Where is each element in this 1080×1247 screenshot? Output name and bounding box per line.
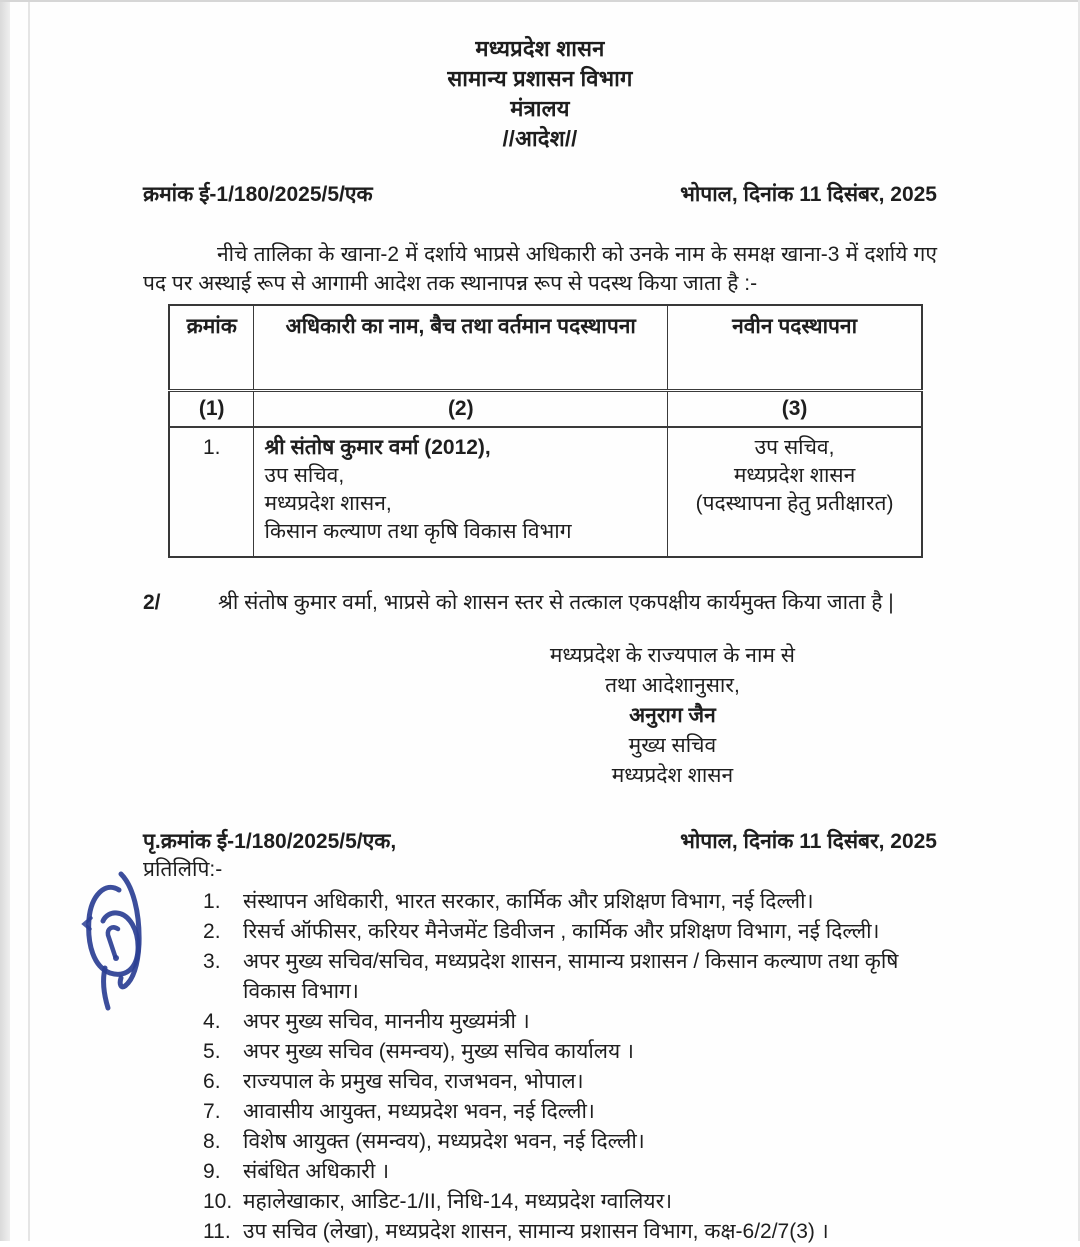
copy-list-item: अपर मुख्य सचिव (समन्वय), मुख्य सचिव कार्यालय । [243,1039,635,1063]
row-sno: 1. [169,427,254,557]
office-name: मंत्रालय [510,96,570,121]
order-paragraph-2 [143,588,937,617]
signatory-name: अनुराग जैन [629,704,716,727]
letterhead [143,34,937,154]
row-new-posting-cell [668,427,922,557]
new-posting-line: मध्यप्रदेश शासन [733,464,856,487]
government-name: मध्यप्रदेश शासन [475,36,605,61]
ink-loop [89,887,138,974]
place-date: भोपाल, दिनांक 11 दिसंबर, 2025 [680,183,937,206]
copy-to-label: प्रतिलिपि:- [143,858,223,881]
copy-list-item: महालेखाकार, आडिट-1/II, निधि-14, मध्यप्रदेश ग्वालियर। [243,1189,673,1213]
endorsement-place-date: भोपाल, दिनांक 11 दिसंबर, 2025 [680,830,937,853]
ink-blob [113,955,119,961]
copy-list-item: आवासीय आयुक्त, मध्यप्रदेश भवन, नई दिल्ली। [243,1099,595,1123]
copy-list-item: संबंधित अधिकारी । [243,1159,390,1183]
table-header-row [169,305,922,391]
table-row [169,427,922,557]
order-paragraph-1: नीचे तालिका के खाना-2 में दर्शाये भाप्रसे अधिकारी को उनके नाम के समक्ष खाना-3 में दर्शाये गए पद पर अस्थाई रूप से आगामी आदेश तक स्थानापन्न रूप से पदस्थ किया जाता है :- [143,243,937,295]
column-number-row [169,391,922,428]
officer-detail-line: उप सचिव, [264,464,345,487]
paragraph-2-text: श्री संतोष कुमार वर्मा, भाप्रसे को शासन स्तर से तत्काल एकपक्षीय कार्यमुक्त किया जाता है | [218,591,894,614]
officer-detail-line: किसान कल्याण तथा कृषि विकास विभाग [264,520,572,543]
header-sno: क्रमांक [169,305,254,391]
officer-detail-lines [264,462,657,546]
officer-name: श्री संतोष कुमार वर्मा (2012), [264,436,491,459]
order-title: //आदेश// [502,126,578,151]
paragraph-2-number: 2/ [143,591,161,614]
new-posting-line: उप सचिव, [754,436,835,459]
copy-list-item: विशेष आयुक्त (समन्वय), मध्यप्रदेश भवन, नई दिल्ली। [243,1129,645,1153]
page-edge-crease [28,0,30,1241]
order-number: क्रमांक ई-1/180/2025/5/एक [143,183,373,206]
page-edge-left [0,0,10,1241]
endorsement-row [143,827,937,855]
copy-to-list [143,887,937,1246]
handwritten-initial-mark [75,868,195,1033]
by-order-line-1: मध्यप्रदेश के राज्यपाल के नाम से [549,644,795,667]
copy-list-item: अपर मुख्य सचिव, माननीय मुख्यमंत्री । [243,1009,530,1033]
copy-list-item: उप सचिव (लेखा), मध्यप्रदेश शासन, सामान्य प्रशासन विभाग, कक्ष-6/2/7(3) । [243,1219,829,1243]
colnum-2: (2) [254,391,668,428]
colnum-3: (3) [668,391,922,428]
document-content [143,0,937,1247]
colnum-1: (1) [169,391,254,428]
signatory-org: मध्यप्रदेश शासन [611,764,734,787]
posting-table [168,304,923,558]
copy-list-item: राज्यपाल के प्रमुख सचिव, राजभवन, भोपाल। [243,1069,584,1093]
copy-list-item: संस्थापन अधिकारी, भारत सरकार, कार्मिक और प्रशिक्षण विभाग, नई दिल्ली। [243,890,814,913]
signature-block [550,641,795,791]
new-posting-line: (पदस्थापना हेतु प्रतीक्षारत) [695,492,894,515]
by-order-line-2: तथा आदेशानुसार, [605,674,740,697]
signatory-designation: मुख्य सचिव [628,734,717,757]
row-officer-cell [254,427,668,557]
reference-row [143,180,937,208]
endorsement-number: पृ.क्रमांक ई-1/180/2025/5/एक, [143,830,397,853]
copy-list-item: अपर मुख्य सचिव/सचिव, मध्यप्रदेश शासन, सामान्य प्रशासन / किसान कल्याण तथा कृषि विकास विभाग। [243,950,899,1003]
ink-inner-hook [108,927,118,956]
header-officer: अधिकारी का नाम, बैच तथा वर्तमान पदस्थापना [254,305,668,391]
header-posting: नवीन पदस्थापना [668,305,922,391]
officer-detail-line: मध्यप्रदेश शासन, [264,492,392,515]
copy-list-item: रिसर्च ऑफीसर, करियर मैनेजमेंट डिवीजन , कार्मिक और प्रशिक्षण विभाग, नई दिल्ली। [243,920,880,943]
department-name: सामान्य प्रशासन विभाग [447,66,633,91]
